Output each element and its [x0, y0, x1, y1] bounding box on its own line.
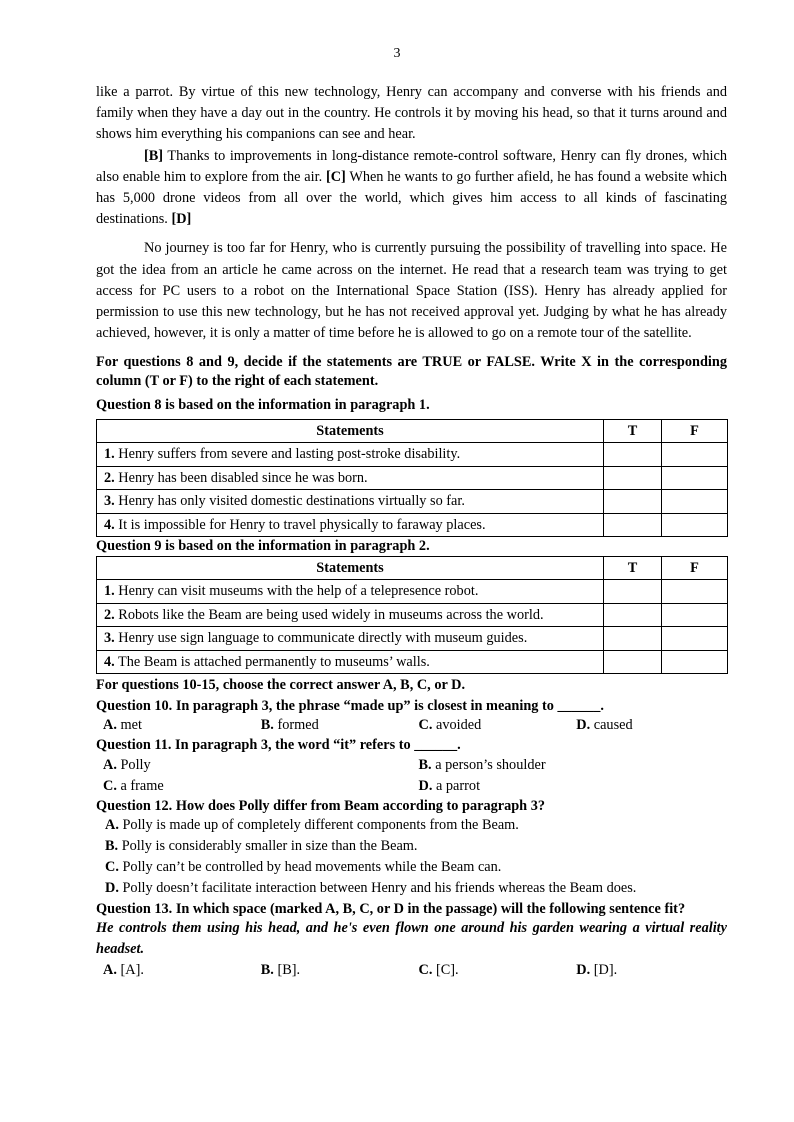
instructions-10-15: For questions 10-15, choose the correct answer A, B, C, or D.	[96, 677, 466, 694]
q8-col-f: F	[662, 419, 728, 443]
true-cell[interactable]	[604, 603, 662, 627]
q13-question: Question 13. In which space (marked A, B, C, or D in the passage) will the following sentence fit?	[96, 900, 686, 917]
table-row	[97, 443, 728, 467]
true-cell[interactable]	[604, 513, 662, 537]
table-row	[97, 603, 728, 627]
passage-paragraph-2	[96, 146, 727, 231]
false-cell[interactable]	[662, 650, 728, 674]
q9-col-statements: Statements	[97, 556, 604, 580]
q10-options	[96, 715, 727, 736]
table-row	[97, 650, 728, 674]
q8-table	[96, 419, 728, 538]
table-row	[97, 466, 728, 490]
q10-option-b[interactable]: B. formed	[260, 717, 319, 734]
false-cell[interactable]	[662, 443, 728, 467]
q11-options-row-2	[96, 776, 727, 797]
page-number: 3	[393, 46, 401, 61]
paragraph-2-text-b: When he wants to go further afield, he has found a website which has 5,000 drone videos from all over the world, which gives him access to all kinds of fascinating destinations.	[96, 168, 727, 228]
statement-cell: 3. Henry has only visited domestic destinations virtually so far.	[97, 490, 604, 514]
q12-option-b[interactable]: B. Polly is considerably smaller in size than the Beam.	[105, 838, 418, 855]
q10-option-c[interactable]: C. avoided	[418, 717, 482, 734]
q8-col-statements: Statements	[97, 419, 604, 443]
marker-b: [B]	[144, 147, 164, 164]
marker-d: [D]	[171, 211, 192, 228]
true-cell[interactable]	[604, 580, 662, 604]
statement-cell: 2. Robots like the Beam are being used widely in museums across the world.	[97, 603, 604, 627]
statement-cell: 1. Henry can visit museums with the help of a telepresence robot.	[97, 580, 604, 604]
page-content	[96, 82, 727, 981]
q13-option-d[interactable]: D. [D].	[576, 961, 618, 978]
table-row	[97, 580, 728, 604]
statement-cell: 1. Henry suffers from severe and lasting post-stroke disability.	[97, 443, 604, 467]
true-cell[interactable]	[604, 627, 662, 651]
false-cell[interactable]	[662, 513, 728, 537]
statement-cell: 4. It is impossible for Henry to travel physically to faraway places.	[97, 513, 604, 537]
statement-cell: 4. The Beam is attached permanently to museums’ walls.	[97, 650, 604, 674]
q9-table	[96, 556, 728, 675]
q11-option-c[interactable]: C. a frame	[103, 777, 164, 794]
q10-option-a[interactable]: A. met	[103, 717, 142, 734]
q13-option-c[interactable]: C. [C].	[418, 961, 459, 978]
q8-heading: Question 8 is based on the information in paragraph 1.	[96, 397, 430, 414]
q12-option-c[interactable]: C. Polly can’t be controlled by head movements while the Beam can.	[105, 859, 502, 876]
false-cell[interactable]	[662, 627, 728, 651]
passage-paragraph-3: No journey is too far for Henry, who is currently pursuing the possibility of travelling into space. He got the idea from an article he came across on the internet. He read that a research team was trying to get access for PC users to a robot on the International Space Station (ISS). Henry has already applied for permission to use this new technology, but he has not received approval yet. Judging by what he has already achieved, however, it is only a matter of time before he is allowed to go on a remote tour of the satellite.	[96, 240, 727, 342]
true-cell[interactable]	[604, 466, 662, 490]
q12-option-a[interactable]: A. Polly is made up of completely different components from the Beam.	[105, 817, 519, 834]
q11-options-row-1	[96, 755, 727, 776]
true-cell[interactable]	[604, 443, 662, 467]
q11-option-d[interactable]: D. a parrot	[418, 777, 481, 794]
q10-question: Question 10. In paragraph 3, the phrase “made up” is closest in meaning to ______.	[96, 697, 604, 714]
q9-heading: Question 9 is based on the information in paragraph 2.	[96, 538, 430, 555]
false-cell[interactable]	[662, 580, 728, 604]
q11-option-a[interactable]: A. Polly	[103, 756, 151, 773]
q13-option-b[interactable]: B. [B].	[260, 961, 301, 978]
true-cell[interactable]	[604, 650, 662, 674]
passage-paragraph-1: like a parrot. By virtue of this new technology, Henry can accompany and converse with his friends and family when they have a day out in the country. He controls it by moving his head, so that it turns around and shows him everything his companions can see and hear.	[96, 84, 727, 143]
q13-sentence: He controls them using his head, and he's even flown one around his garden wearing a virtual reality headset.	[96, 920, 727, 957]
q9-col-f: F	[662, 556, 728, 580]
q12-option-d[interactable]: D. Polly doesn’t facilitate interaction between Henry and his friends whereas the Beam does.	[105, 879, 637, 896]
q10-option-d[interactable]: D. caused	[576, 717, 633, 734]
table-row	[97, 513, 728, 537]
q9-col-t: T	[604, 556, 662, 580]
paragraph-2-text-a: Thanks to improvements in long-distance remote-control software, Henry can fly drones, which also enable him to explore from the air.	[96, 147, 727, 185]
q8-col-t: T	[604, 419, 662, 443]
true-cell[interactable]	[604, 490, 662, 514]
statement-cell: 2. Henry has been disabled since he was born.	[97, 466, 604, 490]
q11-option-b[interactable]: B. a person’s shoulder	[418, 756, 546, 773]
false-cell[interactable]	[662, 466, 728, 490]
table-row	[97, 490, 728, 514]
false-cell[interactable]	[662, 603, 728, 627]
table-row	[97, 627, 728, 651]
q13-option-a[interactable]: A. [A].	[103, 961, 144, 978]
q13-options	[96, 960, 727, 981]
q11-question: Question 11. In paragraph 3, the word “it” refers to ______.	[96, 737, 461, 754]
statement-cell: 3. Henry use sign language to communicate directly with museum guides.	[97, 627, 604, 651]
false-cell[interactable]	[662, 490, 728, 514]
q12-question: Question 12. How does Polly differ from Beam according to paragraph 3?	[96, 797, 546, 814]
marker-c: [C]	[325, 168, 346, 185]
instructions-8-9: For questions 8 and 9, decide if the statements are TRUE or FALSE. Write X in the corresponding column (T or F) to the right of each statement.	[96, 354, 727, 389]
